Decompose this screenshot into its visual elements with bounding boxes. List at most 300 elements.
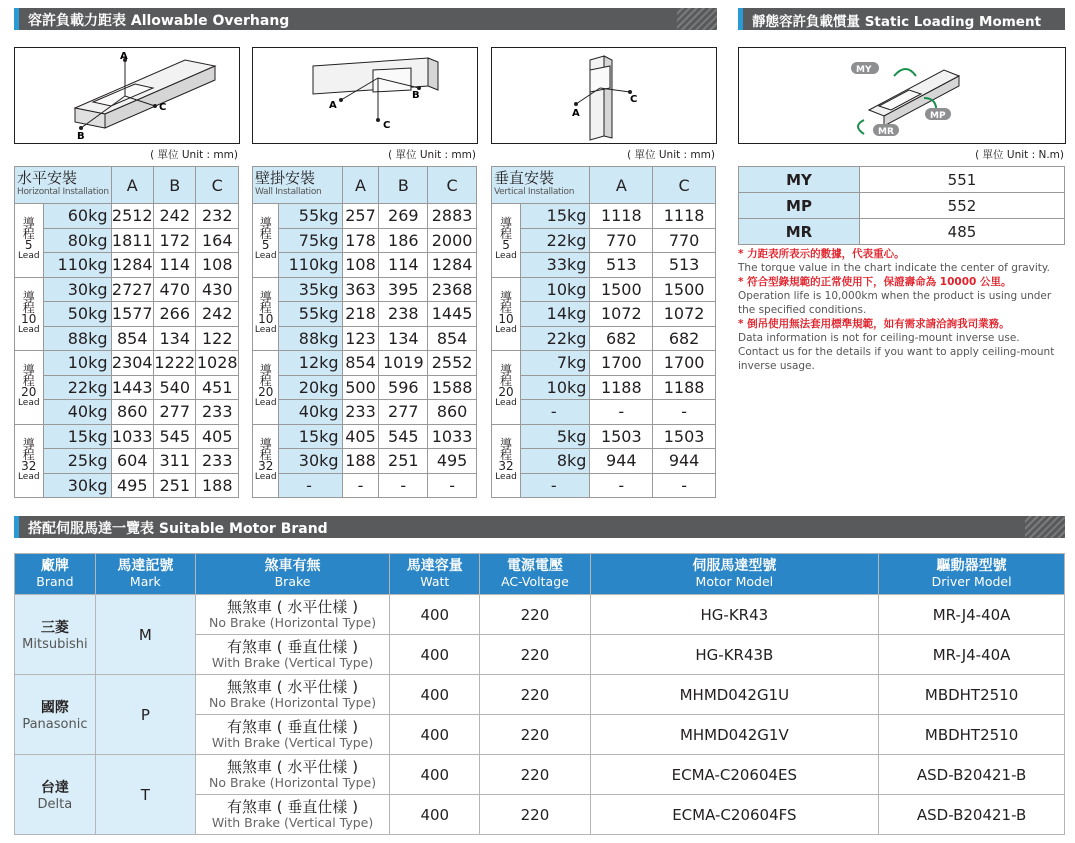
- overhang-value: 172: [154, 228, 196, 253]
- lead-cn: 導: [22, 289, 35, 304]
- wall-unit-label: ( 單位 Unit : mm): [388, 149, 476, 161]
- overhang-value: -: [653, 400, 716, 425]
- load-weight: 30kg: [279, 449, 342, 474]
- load-weight: 8kg: [521, 449, 590, 474]
- overhang-value: 266: [154, 302, 196, 327]
- overhang-value: 2552: [428, 351, 477, 376]
- overhang-value: 186: [379, 228, 428, 253]
- overhang-value: 233: [196, 400, 239, 425]
- load-weight: 5kg: [521, 424, 590, 449]
- overhang-value: 242: [196, 302, 239, 327]
- load-weight: 10kg: [521, 375, 590, 400]
- lead-value: 10: [498, 311, 514, 326]
- overhang-value: 854: [111, 326, 153, 351]
- note-line: Contact us for the details if you want to apply ceiling-mount inverse usage.: [738, 346, 1055, 372]
- vertical-diagram: [491, 47, 717, 144]
- brand-cell: [15, 675, 96, 755]
- overhang-value: 178: [342, 228, 379, 253]
- header-en: Driver Model: [931, 574, 1012, 589]
- brake-en: With Brake (Vertical Type): [211, 814, 374, 830]
- overhang-value: 188: [342, 449, 379, 474]
- table-row: [15, 277, 239, 302]
- overhang-value: 395: [379, 277, 428, 302]
- overhang-value: 123: [342, 326, 379, 351]
- lead-value: 20: [21, 385, 37, 400]
- lead-cn: 導: [22, 216, 35, 231]
- table-row: [739, 167, 1065, 193]
- overhang-value: 500: [342, 375, 379, 400]
- lead-cn: 導: [259, 363, 272, 378]
- overhang-value: 188: [196, 473, 239, 498]
- motor-model-cell: ECMA-C20604FS: [590, 795, 879, 835]
- brand-en: Delta: [37, 797, 73, 812]
- overhang-value: 218: [342, 302, 379, 327]
- overhang-value: 470: [154, 277, 196, 302]
- overhang-value: 363: [342, 277, 379, 302]
- overhang-value: 495: [111, 473, 153, 498]
- mark-cell: P: [95, 675, 195, 755]
- overhang-value: 770: [653, 228, 716, 253]
- lead-cn: 程: [22, 374, 35, 389]
- label-b: B: [412, 90, 420, 101]
- mark-cell: T: [95, 755, 195, 835]
- note-line: Data information is not for ceiling-mount inverse use.: [738, 332, 1020, 344]
- lead-value: 20: [258, 385, 274, 400]
- voltage-cell: 220: [480, 635, 590, 675]
- motor-model-cell: MHMD042G1U: [590, 675, 879, 715]
- table-row: [492, 351, 716, 376]
- note-line: * 符合型錄規範的正常使用下，保證壽命為 10000 公里。: [738, 276, 1012, 288]
- load-weight: 12kg: [279, 351, 342, 376]
- brake-cn: 無煞車 ( 水平仕樣 ): [227, 757, 359, 776]
- load-weight: 110kg: [43, 253, 111, 278]
- lead-cn: 導: [259, 216, 272, 231]
- label-a: A: [329, 100, 337, 111]
- moment-name: MR: [739, 219, 860, 245]
- brand-en: Mitsubishi: [22, 637, 88, 652]
- label-c: C: [159, 102, 167, 113]
- overhang-value: 1577: [111, 302, 153, 327]
- load-weight: 30kg: [43, 473, 111, 498]
- table-row: [15, 424, 239, 449]
- install-type-header: [253, 167, 343, 204]
- load-weight: -: [521, 400, 590, 425]
- overhang-value: 1500: [590, 277, 653, 302]
- overhang-value: 1443: [111, 375, 153, 400]
- moment-value: 552: [860, 193, 1065, 219]
- table-row: [15, 375, 239, 400]
- overhang-value: 405: [196, 424, 239, 449]
- static-title: 靜態容許負載慣量 Static Loading Moment: [752, 14, 1042, 30]
- section-stripes: [677, 8, 717, 30]
- horizontal-slide-illustration: [15, 48, 239, 143]
- lead-cell: [492, 351, 521, 425]
- watt-cell: 400: [390, 635, 480, 675]
- lead-en: Lead: [254, 398, 277, 409]
- driver-model-cell: MBDHT2510: [879, 715, 1065, 755]
- install-type-en: Wall Installation: [255, 187, 322, 197]
- table-row: [253, 277, 477, 302]
- static-diagram: [738, 47, 1066, 144]
- section-stripes: [1025, 516, 1065, 538]
- lead-en: Lead: [17, 398, 40, 409]
- moment-value: 485: [860, 219, 1065, 245]
- table-row: [15, 302, 239, 327]
- section-accent: [14, 516, 19, 538]
- header-en: AC-Voltage: [501, 574, 569, 589]
- lead-cn: 程: [259, 227, 272, 242]
- load-weight: 55kg: [279, 302, 342, 327]
- load-weight: 10kg: [521, 277, 590, 302]
- watt-cell: 400: [390, 715, 480, 755]
- overhang-title: 容許負載力距表 Allowable Overhang: [28, 13, 290, 29]
- header-cn: 電源電壓: [506, 558, 563, 574]
- brake-en: No Brake (Horizontal Type): [209, 614, 377, 630]
- table-row: [15, 204, 239, 229]
- overhang-value: -: [590, 473, 653, 498]
- overhang-value: 1284: [428, 253, 477, 278]
- column-header: C: [653, 167, 716, 204]
- table-row: [15, 473, 239, 498]
- header-cn: 驅動器型號: [936, 558, 1007, 574]
- moment-value: 551: [860, 167, 1065, 193]
- lead-cell: [492, 204, 521, 278]
- lead-en: Lead: [495, 471, 517, 482]
- table-row: [253, 326, 477, 351]
- header-en: Motor Model: [695, 574, 774, 589]
- overhang-value: 277: [154, 400, 196, 425]
- column-header: C: [196, 167, 239, 204]
- overhang-value: 2304: [111, 351, 153, 376]
- lead-value: 32: [498, 458, 514, 473]
- lead-cn: 導: [500, 216, 513, 231]
- column-header: [95, 554, 195, 595]
- lead-cn: 程: [22, 447, 35, 462]
- label-b: B: [77, 131, 85, 142]
- brand-cell: [15, 595, 96, 675]
- table-row: [15, 326, 239, 351]
- header-cn: 伺服馬達型號: [692, 558, 777, 574]
- overhang-value: -: [590, 400, 653, 425]
- notes-block: [738, 247, 1068, 373]
- lead-cell: [253, 424, 279, 498]
- moment-name: MY: [739, 167, 860, 193]
- static-section-bar: [738, 8, 1065, 30]
- overhang-value: 1033: [428, 424, 477, 449]
- moment-name: MP: [739, 193, 860, 219]
- overhang-value: 860: [428, 400, 477, 425]
- note-line: The torque value in the chart indicate the center of gravity.: [738, 262, 1050, 274]
- overhang-value: 545: [154, 424, 196, 449]
- overhang-value: 1033: [111, 424, 153, 449]
- load-weight: 40kg: [43, 400, 111, 425]
- brake-cell: [195, 715, 389, 755]
- driver-model-cell: MBDHT2510: [879, 675, 1065, 715]
- lead-en: Lead: [495, 251, 517, 262]
- overhang-value: 944: [590, 449, 653, 474]
- install-type-cn: 垂直安裝: [494, 169, 555, 187]
- brand-en: Panasonic: [22, 717, 88, 732]
- install-type-header: [15, 167, 112, 204]
- column-header: [15, 554, 96, 595]
- table-row: [15, 253, 239, 278]
- table-row: [15, 400, 239, 425]
- load-weight: 15kg: [521, 204, 590, 229]
- overhang-value: 257: [342, 204, 379, 229]
- overhang-value: 134: [379, 326, 428, 351]
- table-row: [492, 375, 716, 400]
- load-weight: 80kg: [43, 228, 111, 253]
- lead-cell: [15, 204, 44, 278]
- lead-en: Lead: [17, 471, 40, 482]
- header-cn: 煞車有無: [264, 558, 321, 574]
- install-type-cn: 水平安裝: [17, 169, 78, 187]
- table-row: [739, 193, 1065, 219]
- watt-cell: 400: [390, 795, 480, 835]
- lead-value: 5: [261, 238, 270, 253]
- table-row: [15, 449, 239, 474]
- label-a: A: [120, 51, 128, 62]
- voltage-cell: 220: [480, 755, 590, 795]
- lead-cn: 導: [259, 289, 272, 304]
- table-row: [492, 473, 716, 498]
- lead-cell: [253, 204, 279, 278]
- lead-cell: [253, 277, 279, 351]
- overhang-value: 2512: [111, 204, 153, 229]
- overhang-value: 2368: [428, 277, 477, 302]
- table-row: [492, 204, 716, 229]
- note-line: * 倒吊使用無法套用標準規範，如有需求請洽詢我司業務。: [738, 318, 1010, 330]
- overhang-value: 451: [196, 375, 239, 400]
- watt-cell: 400: [390, 675, 480, 715]
- table-row: [739, 219, 1065, 245]
- lead-cn: 程: [500, 227, 513, 242]
- label-a: A: [572, 108, 580, 119]
- overhang-value: 114: [154, 253, 196, 278]
- overhang-value: 122: [196, 326, 239, 351]
- overhang-value: 2883: [428, 204, 477, 229]
- overhang-value: 854: [428, 326, 477, 351]
- header-cn: 馬達容量: [406, 558, 463, 574]
- lead-cell: [15, 351, 44, 425]
- wall-overhang-table: [252, 166, 477, 498]
- table-row: [253, 351, 477, 376]
- moment-axes-illustration: [739, 48, 1065, 143]
- lead-cn: 導: [259, 436, 272, 451]
- horizontal-overhang-table: [14, 166, 239, 498]
- table-row: [253, 473, 477, 498]
- overhang-value: 311: [154, 449, 196, 474]
- load-weight: 33kg: [521, 253, 590, 278]
- install-type-en: Vertical Installation: [494, 187, 575, 197]
- overhang-value: 1588: [428, 375, 477, 400]
- load-weight: 14kg: [521, 302, 590, 327]
- motor-title: 搭配伺服馬達一覽表 Suitable Motor Brand: [28, 521, 328, 537]
- brake-en: With Brake (Vertical Type): [211, 734, 374, 750]
- table-row: [15, 675, 1065, 715]
- brake-cell: [195, 755, 389, 795]
- overhang-value: -: [342, 473, 379, 498]
- load-weight: 7kg: [521, 351, 590, 376]
- overhang-value: 1188: [653, 375, 716, 400]
- brake-cell: [195, 635, 389, 675]
- static-unit-label: ( 單位 Unit : N.m): [975, 149, 1064, 161]
- overhang-value: 596: [379, 375, 428, 400]
- overhang-value: 854: [342, 351, 379, 376]
- overhang-value: 513: [590, 253, 653, 278]
- overhang-value: 604: [111, 449, 153, 474]
- table-row: [15, 351, 239, 376]
- load-weight: -: [279, 473, 342, 498]
- install-type-header: [492, 167, 590, 204]
- static-moment-table: [738, 166, 1065, 245]
- table-header-row: [492, 167, 716, 204]
- load-weight: 10kg: [43, 351, 111, 376]
- load-weight: 22kg: [521, 228, 590, 253]
- label-my: MY: [856, 65, 872, 75]
- table-row: [492, 400, 716, 425]
- wall-slide-illustration: [253, 48, 477, 143]
- brake-en: With Brake (Vertical Type): [211, 654, 374, 670]
- watt-cell: 400: [390, 755, 480, 795]
- load-weight: 88kg: [43, 326, 111, 351]
- voltage-cell: 220: [480, 595, 590, 635]
- note-line: Operation life is 10,000km when the product is using under the specified conditions.: [738, 290, 1052, 316]
- overhang-value: -: [428, 473, 477, 498]
- voltage-cell: 220: [480, 795, 590, 835]
- overhang-value: -: [653, 473, 716, 498]
- load-weight: 55kg: [279, 204, 342, 229]
- vertical-unit-label: ( 單位 Unit : mm): [627, 149, 715, 161]
- overhang-value: 430: [196, 277, 239, 302]
- lead-cell: [492, 277, 521, 351]
- overhang-value: 405: [342, 424, 379, 449]
- column-header: [390, 554, 480, 595]
- table-header-row: [15, 167, 239, 204]
- brake-cn: 無煞車 ( 水平仕樣 ): [227, 677, 359, 696]
- brake-cell: [195, 795, 389, 835]
- table-row: [15, 595, 1065, 635]
- lead-cn: 導: [500, 436, 513, 451]
- table-row: [492, 277, 716, 302]
- table-row: [15, 755, 1065, 795]
- overhang-value: 1445: [428, 302, 477, 327]
- table-row: [253, 253, 477, 278]
- table-row: [492, 302, 716, 327]
- load-weight: 40kg: [279, 400, 342, 425]
- lead-cn: 程: [22, 300, 35, 315]
- motor-model-cell: MHMD042G1V: [590, 715, 879, 755]
- load-weight: -: [521, 473, 590, 498]
- overhang-value: 1028: [196, 351, 239, 376]
- overhang-value: 2000: [428, 228, 477, 253]
- lead-cell: [15, 277, 44, 351]
- load-weight: 15kg: [43, 424, 111, 449]
- label-mp: MP: [930, 111, 946, 121]
- overhang-value: 233: [342, 400, 379, 425]
- table-row: [15, 228, 239, 253]
- motor-brand-table: [14, 553, 1065, 835]
- column-header: [195, 554, 389, 595]
- overhang-value: 944: [653, 449, 716, 474]
- wall-diagram: [252, 47, 478, 144]
- column-header: B: [154, 167, 196, 204]
- table-row: [253, 400, 477, 425]
- overhang-value: 1019: [379, 351, 428, 376]
- lead-cell: [253, 351, 279, 425]
- brake-cn: 有煞車 ( 垂直仕樣 ): [227, 717, 359, 736]
- overhang-value: 251: [379, 449, 428, 474]
- overhang-value: 495: [428, 449, 477, 474]
- overhang-value: 251: [154, 473, 196, 498]
- load-weight: 88kg: [279, 326, 342, 351]
- header-en: Brake: [274, 574, 311, 589]
- table-row: [253, 424, 477, 449]
- lead-value: 5: [24, 238, 33, 253]
- header-cn: 廠牌: [40, 558, 69, 574]
- overhang-value: 1072: [653, 302, 716, 327]
- load-weight: 110kg: [279, 253, 342, 278]
- lead-cn: 程: [500, 300, 513, 315]
- lead-value: 5: [502, 238, 510, 253]
- brand-cn: 國際: [40, 700, 69, 716]
- header-en: Mark: [129, 574, 161, 589]
- lead-cn: 導: [22, 363, 35, 378]
- overhang-value: 1503: [653, 424, 716, 449]
- lead-en: Lead: [17, 251, 40, 262]
- brand-cn: 三菱: [40, 620, 69, 636]
- vertical-slide-illustration: [492, 48, 716, 143]
- brand-cn: 台達: [40, 780, 69, 796]
- lead-cn: 程: [259, 447, 272, 462]
- lead-en: Lead: [254, 251, 277, 262]
- overhang-value: 1284: [111, 253, 153, 278]
- overhang-value: 860: [111, 400, 153, 425]
- table-row: [492, 424, 716, 449]
- brand-cell: [15, 755, 96, 835]
- table-header-row: [253, 167, 477, 204]
- brake-cn: 無煞車 ( 水平仕樣 ): [227, 597, 359, 616]
- lead-cn: 程: [22, 227, 35, 242]
- overhang-value: 134: [154, 326, 196, 351]
- table-row: [253, 302, 477, 327]
- lead-value: 32: [258, 458, 274, 473]
- table-row: [492, 253, 716, 278]
- overhang-value: -: [379, 473, 428, 498]
- table-row: [253, 449, 477, 474]
- overhang-value: 1503: [590, 424, 653, 449]
- overhang-value: 770: [590, 228, 653, 253]
- column-header: [590, 554, 879, 595]
- lead-cn: 程: [500, 374, 513, 389]
- label-c: C: [383, 120, 391, 131]
- overhang-value: 233: [196, 449, 239, 474]
- overhang-value: 540: [154, 375, 196, 400]
- lead-cn: 程: [259, 374, 272, 389]
- brake-en: No Brake (Horizontal Type): [209, 694, 377, 710]
- header-en: Brand: [36, 574, 74, 589]
- horizontal-unit-label: ( 單位 Unit : mm): [150, 149, 238, 161]
- overhang-value: 108: [342, 253, 379, 278]
- lead-cn: 程: [500, 447, 513, 462]
- driver-model-cell: ASD-B20421-B: [879, 755, 1065, 795]
- overhang-value: 682: [590, 326, 653, 351]
- column-header: A: [590, 167, 653, 204]
- voltage-cell: 220: [480, 675, 590, 715]
- load-weight: 50kg: [43, 302, 111, 327]
- lead-cn: 導: [22, 436, 35, 451]
- vertical-overhang-table: [491, 166, 716, 498]
